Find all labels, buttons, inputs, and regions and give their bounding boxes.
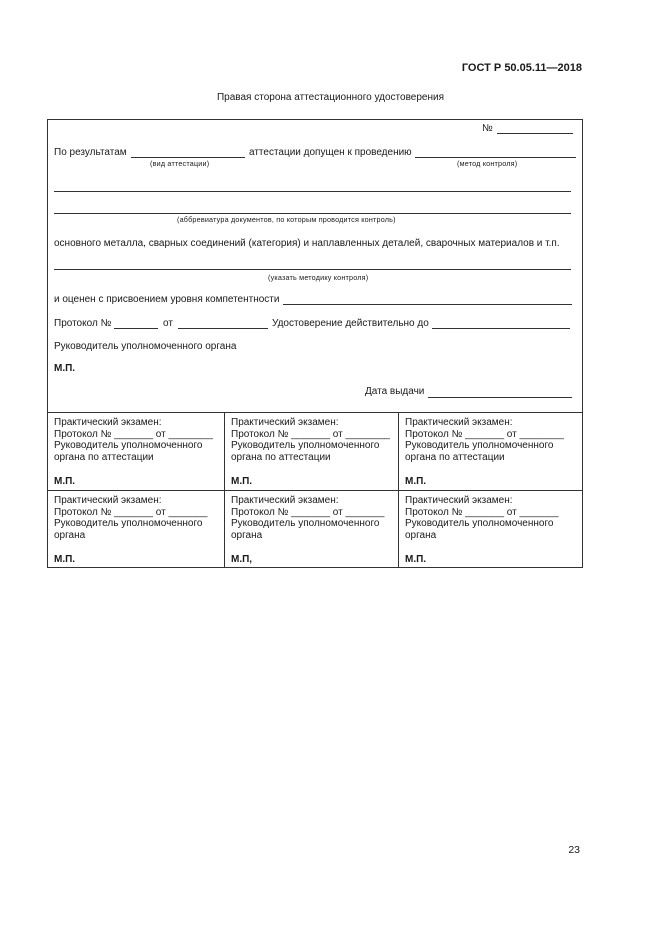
hint-control-method: (метод контроля) <box>457 159 518 168</box>
methodology-line[interactable] <box>54 269 571 270</box>
hint-attestation-type: (вид аттестации) <box>150 159 210 168</box>
number-label: № <box>482 123 493 134</box>
hint-methodology: (указать методику контроля) <box>268 273 369 282</box>
form-caption: Правая сторона аттестационного удостоверения <box>216 92 444 103</box>
documents-line-2[interactable] <box>54 213 571 214</box>
grid-divider-1 <box>224 412 225 567</box>
exam-cell: Практический экзамен: Протокол № _______ от ________ Руководитель уполномоченного органа по аттестации М.П. <box>231 417 390 488</box>
documents-line-1[interactable] <box>54 191 571 192</box>
valid-until-label: Удостоверение действительно до <box>272 318 429 329</box>
exam-cell: Практический экзамен: Протокол № _______ от _______ Руководитель уполномоченного органа М.П. <box>54 495 208 566</box>
protocol-date-field[interactable] <box>178 328 268 329</box>
protocol-from-label: от <box>163 318 173 329</box>
exam-cell: Практический экзамен: Протокол № _______ от ________ Руководитель уполномоченного органа по аттестации М.П. <box>54 417 213 488</box>
exam-cell: Практический экзамен: Протокол № _______ от _______ Руководитель уполномоченного органа М.П, <box>231 495 385 566</box>
seal-label: М.П. <box>54 363 76 374</box>
head-label: Руководитель уполномоченного органа <box>54 341 237 352</box>
hint-documents: (аббревиатура документов, по которым проводится контроль) <box>177 215 396 224</box>
competence-level-field[interactable] <box>283 304 572 305</box>
number-field[interactable] <box>497 133 573 134</box>
results-middle: аттестации допущен к проведению <box>249 147 412 158</box>
exam-cell: Практический экзамен: Протокол № _______ от _______ Руководитель уполномоченного органа М.П. <box>405 495 559 566</box>
control-method-field[interactable] <box>415 157 576 158</box>
issue-date-field[interactable] <box>428 397 572 398</box>
protocol-label: Протокол № <box>54 318 112 329</box>
grid-middle-border <box>48 490 582 491</box>
certificate-form <box>47 119 583 568</box>
issue-date-label: Дата выдачи <box>365 386 425 397</box>
standard-designation: ГОСТ Р 50.05.11—2018 <box>461 62 582 74</box>
materials-text: основного металла, сварных соединений (категория) и наплавленных деталей, сварочных материалов и т.п. <box>54 238 560 249</box>
results-prefix: По результатам <box>54 147 127 158</box>
competence-text: и оценен с присвоением уровня компетентности <box>54 294 280 305</box>
protocol-number-field[interactable] <box>114 328 158 329</box>
attestation-type-field[interactable] <box>131 157 245 158</box>
page-number: 23 <box>568 844 580 856</box>
grid-top-border <box>48 412 582 413</box>
valid-until-field[interactable] <box>432 328 570 329</box>
exam-cell: Практический экзамен: Протокол № _______ от ________ Руководитель уполномоченного органа по аттестации М.П. <box>405 417 564 488</box>
grid-divider-2 <box>398 412 399 567</box>
